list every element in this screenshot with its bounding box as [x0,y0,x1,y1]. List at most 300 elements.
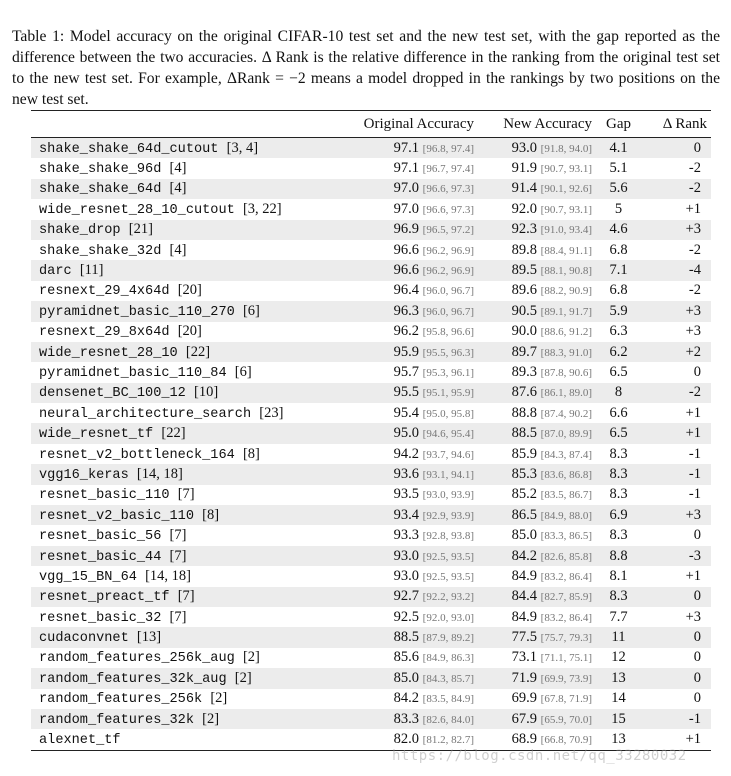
new-accuracy: 69.9 [511,690,538,707]
original-accuracy-cell [301,627,478,647]
gap-cell: 6.5 [609,363,628,380]
delta-rank-cell: +1 [685,404,701,421]
model-cell [31,464,301,484]
original-accuracy-ci: [81.2, 82.7] [422,734,474,747]
delta-rank-cell: -2 [688,282,701,299]
delta-rank-cell: +1 [685,200,701,217]
model-name: resnext_29_4x64d [39,284,170,300]
delta-rank-cell: -1 [688,445,701,462]
new-accuracy-ci: [88.4, 91.1] [540,244,592,257]
delta-rank-cell: 0 [693,690,701,707]
original-accuracy-ci: [93.7, 94.6] [422,448,474,461]
new-accuracy: 71.9 [511,669,538,686]
original-accuracy: 96.9 [393,221,420,238]
delta-rank-cell: +3 [685,323,701,340]
table-row [31,199,711,219]
original-accuracy: 92.5 [393,608,420,625]
original-accuracy-ci: [96.0, 96.7] [422,305,474,318]
model-name: darc [39,264,72,280]
model-cell [31,485,301,505]
model-name: resnet_v2_bottleneck_164 [39,447,235,463]
table-row [31,627,711,647]
original-accuracy: 93.4 [393,506,420,523]
new-accuracy-cell [478,464,596,484]
original-accuracy: 96.6 [393,262,420,279]
original-accuracy: 95.0 [393,425,420,442]
delta-rank-cell: -1 [641,464,711,484]
header-delta-rank: Δ Rank [641,111,711,138]
model-name: densenet_BC_100_12 [39,386,186,402]
new-accuracy-ci: [88.2, 90.9] [540,285,592,298]
delta-rank-cell: 0 [641,587,711,607]
gap-cell: 7.7 [609,608,628,625]
original-accuracy-cell [301,485,478,505]
new-accuracy-cell [478,525,596,545]
model-name: resnet_v2_basic_110 [39,508,194,524]
original-accuracy-cell [301,158,478,178]
gap-cell: 8.3 [596,464,641,484]
original-accuracy-cell [301,423,478,443]
model-cell [31,423,301,443]
original-accuracy-ci: [84.3, 85.7] [422,672,474,685]
model-name: shake_shake_32d [39,243,162,259]
new-accuracy: 89.3 [511,363,538,380]
original-accuracy-ci: [82.6, 84.0] [422,713,474,726]
model-citation: [11] [79,262,104,279]
table-row [31,383,711,403]
model-citation: [23] [259,404,284,421]
delta-rank-cell: -1 [688,486,701,503]
new-accuracy-cell [478,566,596,586]
new-accuracy: 84.9 [511,567,538,584]
original-accuracy: 93.0 [393,567,420,584]
model-cell [31,546,301,566]
model-cell [31,179,301,199]
original-accuracy: 84.2 [393,690,420,707]
original-accuracy-ci: [92.8, 93.8] [422,530,474,543]
new-accuracy-cell [478,301,596,321]
new-accuracy-ci: [82.7, 85.9] [540,591,592,604]
model-name: resnet_basic_44 [39,549,162,565]
new-accuracy: 92.0 [511,200,538,217]
table-body [31,138,711,751]
delta-rank-cell: -2 [641,179,711,199]
delta-rank-cell: -2 [688,241,701,258]
original-accuracy: 95.5 [393,384,420,401]
header-new-accuracy: New Accuracy [478,111,596,138]
new-accuracy: 90.5 [511,302,538,319]
new-accuracy: 84.4 [511,588,538,605]
original-accuracy-cell [301,220,478,240]
new-accuracy-ci: [90.1, 92.6] [540,183,592,196]
original-accuracy-ci: [92.5, 93.5] [422,570,474,583]
original-accuracy: 97.1 [393,139,420,156]
gap-cell: 8.3 [609,486,628,503]
delta-rank-cell: +1 [641,729,711,750]
model-cell [31,281,301,301]
model-cell [31,199,301,219]
original-accuracy-cell [301,709,478,729]
model-citation: [8] [242,445,260,462]
model-name: cudaconvnet [39,631,129,647]
new-accuracy-ci: [83.3, 86.5] [540,530,592,543]
gap-cell: 5 [614,200,623,217]
table-row [31,403,711,423]
original-accuracy-cell [301,566,478,586]
table-row [31,689,711,709]
model-citation: [8] [202,506,220,523]
new-accuracy: 88.8 [511,404,538,421]
new-accuracy: 89.6 [511,282,538,299]
new-accuracy: 91.9 [511,160,538,177]
model-cell [31,158,301,178]
new-accuracy-ci: [82.6, 85.8] [540,550,592,563]
delta-rank-cell: -1 [641,709,711,729]
original-accuracy: 82.0 [393,731,420,748]
new-accuracy-cell [478,342,596,362]
delta-rank-cell: +3 [641,220,711,240]
new-accuracy-cell [478,689,596,709]
new-accuracy: 84.9 [511,608,538,625]
model-cell [31,505,301,525]
model-name: resnet_basic_32 [39,610,162,626]
gap-cell: 6.5 [596,423,641,443]
new-accuracy-cell [478,607,596,627]
model-cell [31,301,301,321]
original-accuracy-ci: [92.9, 93.9] [422,509,474,522]
new-accuracy: 90.0 [511,323,538,340]
original-accuracy-cell [301,362,478,382]
new-accuracy-ci: [84.9, 88.0] [540,509,592,522]
model-name: pyramidnet_basic_110_270 [39,304,235,320]
model-name: random_features_256k [39,692,203,708]
new-accuracy-cell [478,709,596,729]
original-accuracy-ci: [96.6, 97.3] [422,203,474,216]
model-citation: [13] [136,629,162,646]
original-accuracy-ci: [95.0, 95.8] [422,407,474,420]
original-accuracy-cell [301,648,478,668]
new-accuracy-ci: [88.6, 91.2] [540,326,592,339]
header-original-accuracy: Original Accuracy [301,111,478,138]
new-accuracy-ci: [83.6, 86.8] [540,468,592,481]
original-accuracy-cell [301,179,478,199]
delta-rank-cell: +3 [641,505,711,525]
original-accuracy: 94.2 [393,445,420,462]
table-row [31,729,711,750]
gap-cell: 4.1 [596,138,641,159]
model-cell [31,668,301,688]
model-name: wide_resnet_28_10_cutout [39,202,235,218]
model-name: wide_resnet_28_10 [39,345,178,361]
original-accuracy-cell [301,689,478,709]
new-accuracy-ci: [69.9, 73.9] [540,672,592,685]
model-cell [31,444,301,464]
original-accuracy: 95.4 [393,404,420,421]
delta-rank-cell: -2 [641,383,711,403]
gap-cell: 6.8 [609,241,628,258]
model-cell [31,220,301,240]
model-cell [31,322,301,342]
gap-cell: 8.3 [596,587,641,607]
model-cell [31,342,301,362]
new-accuracy-cell [478,627,596,647]
model-citation: [22] [161,425,186,442]
model-name: alexnet_tf [39,733,121,749]
original-accuracy-cell [301,322,478,342]
model-citation: [2] [242,649,260,666]
model-citation: [7] [177,588,195,605]
original-accuracy-cell [301,587,478,607]
new-accuracy-ci: [91.0, 93.4] [540,224,592,237]
model-citation: [4] [169,180,187,197]
original-accuracy: 93.6 [393,465,420,482]
new-accuracy: 93.0 [511,139,538,156]
table-row [31,301,711,321]
model-citation: [7] [169,547,187,564]
watermark: https://blog.csdn.net/qq_33280032 [392,748,687,764]
new-accuracy-cell [478,729,596,750]
model-cell [31,260,301,280]
table-row [31,668,711,688]
original-accuracy: 95.7 [393,363,420,380]
model-cell [31,709,301,729]
table-row [31,444,711,464]
delta-rank-cell: 0 [693,527,701,544]
original-accuracy: 96.6 [393,241,420,258]
table-row [31,709,711,729]
gap-cell: 5.6 [596,179,641,199]
original-accuracy: 96.3 [393,302,420,319]
new-accuracy-ci: [89.1, 91.7] [540,305,592,318]
original-accuracy-ci: [96.2, 96.9] [422,244,474,257]
model-name: vgg_15_BN_64 [39,569,137,585]
original-accuracy-cell [301,403,478,423]
original-accuracy-ci: [93.0, 93.9] [422,489,474,502]
model-name: shake_shake_64d [39,182,162,198]
gap-cell: 8 [596,383,641,403]
new-accuracy-ci: [65.9, 70.0] [540,713,592,726]
new-accuracy-cell [478,485,596,505]
new-accuracy-cell [478,138,596,159]
gap-cell: 5.1 [609,160,628,177]
model-name: random_features_32k [39,712,194,728]
new-accuracy-cell [478,403,596,423]
delta-rank-cell: 0 [641,138,711,159]
new-accuracy: 88.5 [511,425,538,442]
model-cell [31,525,301,545]
table-row [31,485,711,505]
delta-rank-cell: 0 [641,668,711,688]
model-cell [31,627,301,647]
gap-cell: 8.1 [609,567,628,584]
gap-cell: 13 [596,668,641,688]
table-row [31,342,711,362]
original-accuracy-ci: [94.6, 95.4] [422,428,474,441]
gap-cell: 13 [596,729,641,750]
original-accuracy-ci: [96.2, 96.9] [422,265,474,278]
model-cell [31,362,301,382]
model-citation: [4] [169,241,187,258]
model-citation: [2] [234,669,252,686]
model-citation: [2] [202,710,220,727]
model-name: resnet_basic_110 [39,488,170,504]
table-caption: Table 1: Model accuracy on the original CIFAR-10 test set and the new test set, with the gap reported as the difference between the two accuracies. Δ Rank is the relative difference in the ranking from the original test set to the new test set. For example, ΔRank = −2 means a model dropped in the rankings by two positions on the new test set. [12,27,720,108]
header-model [31,111,301,138]
new-accuracy-cell [478,362,596,382]
original-accuracy-cell [301,546,478,566]
model-name: resnext_29_8x64d [39,325,170,341]
new-accuracy-cell [478,260,596,280]
model-name: wide_resnet_tf [39,427,154,443]
new-accuracy: 85.9 [511,445,538,462]
original-accuracy: 85.6 [393,649,420,666]
new-accuracy-cell [478,423,596,443]
model-citation: [21] [128,221,153,238]
model-cell [31,240,301,260]
table-row [31,566,711,586]
table-row [31,505,711,525]
gap-cell: 8.8 [596,546,641,566]
original-accuracy: 83.3 [393,710,420,727]
original-accuracy-ci: [92.0, 93.0] [422,611,474,624]
original-accuracy: 88.5 [393,629,420,646]
delta-rank-cell: -4 [641,260,711,280]
table-row [31,179,711,199]
model-name: random_features_32k_aug [39,671,227,687]
new-accuracy: 86.5 [511,506,538,523]
gap-cell: 14 [611,690,626,707]
original-accuracy: 96.2 [393,323,420,340]
original-accuracy: 92.7 [393,588,420,605]
table-row [31,546,711,566]
new-accuracy-ci: [88.1, 90.8] [540,265,592,278]
header-gap: Gap [596,111,641,138]
gap-cell: 7.1 [596,260,641,280]
original-accuracy-cell [301,301,478,321]
gap-cell: 8.3 [609,445,628,462]
model-cell [31,138,301,159]
delta-rank-cell: +1 [685,567,701,584]
model-cell [31,566,301,586]
original-accuracy-ci: [96.5, 97.2] [422,224,474,237]
new-accuracy: 85.2 [511,486,538,503]
model-cell [31,587,301,607]
new-accuracy-ci: [88.3, 91.0] [540,346,592,359]
model-citation: [7] [169,608,187,625]
table-row [31,158,711,178]
original-accuracy: 93.3 [393,527,420,544]
original-accuracy-cell [301,199,478,219]
delta-rank-cell: +3 [685,608,701,625]
model-citation: [2] [210,690,228,707]
original-accuracy-ci: [92.2, 93.2] [422,591,474,604]
original-accuracy-cell [301,383,478,403]
new-accuracy-cell [478,158,596,178]
new-accuracy-cell [478,648,596,668]
gap-cell: 6.9 [596,505,641,525]
new-accuracy: 89.7 [511,343,538,360]
new-accuracy-cell [478,179,596,199]
original-accuracy-ci: [87.9, 89.2] [422,632,474,645]
new-accuracy-ci: [83.5, 86.7] [540,489,592,502]
original-accuracy-cell [301,281,478,301]
new-accuracy-ci: [84.3, 87.4] [540,448,592,461]
table-row [31,587,711,607]
gap-cell: 12 [611,649,626,666]
original-accuracy-ci: [83.5, 84.9] [422,693,474,706]
model-citation: [14, 18] [145,567,191,584]
model-citation: [6] [242,302,260,319]
new-accuracy-ci: [83.2, 86.4] [540,611,592,624]
new-accuracy-cell [478,587,596,607]
original-accuracy: 97.0 [393,180,420,197]
new-accuracy-ci: [67.8, 71.9] [540,693,592,706]
delta-rank-cell: +1 [641,423,711,443]
model-citation: [20] [177,282,202,299]
new-accuracy-cell [478,199,596,219]
model-cell [31,729,301,750]
model-cell [31,648,301,668]
gap-cell: 11 [596,627,641,647]
delta-rank-cell: +2 [641,342,711,362]
model-name: vgg16_keras [39,467,129,483]
new-accuracy-ci: [87.4, 90.2] [540,407,592,420]
model-citation: [20] [177,323,202,340]
original-accuracy: 85.0 [393,669,420,686]
original-accuracy-cell [301,607,478,627]
original-accuracy-ci: [95.3, 96.1] [422,366,474,379]
original-accuracy-ci: [95.5, 96.3] [422,346,474,359]
model-name: shake_shake_64d_cutout [39,141,219,157]
gap-cell: 6.2 [596,342,641,362]
table-row [31,281,711,301]
table-row [31,138,711,159]
new-accuracy: 68.9 [511,731,538,748]
original-accuracy: 93.5 [393,486,420,503]
model-citation: [6] [234,363,252,380]
new-accuracy-ci: [91.8, 94.0] [540,142,592,155]
original-accuracy-ci: [93.1, 94.1] [422,468,474,481]
original-accuracy-cell [301,138,478,159]
new-accuracy: 85.0 [511,527,538,544]
model-name: random_features_256k_aug [39,651,235,667]
model-cell [31,383,301,403]
new-accuracy-cell [478,240,596,260]
table-row [31,464,711,484]
table-row [31,423,711,443]
original-accuracy-cell [301,668,478,688]
original-accuracy-cell [301,260,478,280]
new-accuracy-ci: [66.8, 70.9] [540,734,592,747]
new-accuracy-cell [478,220,596,240]
new-accuracy-ci: [71.1, 75.1] [540,652,592,665]
table-row [31,220,711,240]
model-name: pyramidnet_basic_110_84 [39,365,227,381]
table-row [31,240,711,260]
original-accuracy: 97.0 [393,200,420,217]
model-citation: [4] [169,160,187,177]
new-accuracy-cell [478,668,596,688]
new-accuracy-cell [478,281,596,301]
model-cell [31,403,301,423]
model-citation: [14, 18] [136,465,183,482]
delta-rank-cell: -2 [688,160,701,177]
new-accuracy-ci: [75.7, 79.3] [540,632,592,645]
table-row [31,260,711,280]
new-accuracy: 91.4 [511,180,538,197]
original-accuracy: 95.9 [393,343,420,360]
original-accuracy-ci: [84.9, 86.3] [422,652,474,665]
